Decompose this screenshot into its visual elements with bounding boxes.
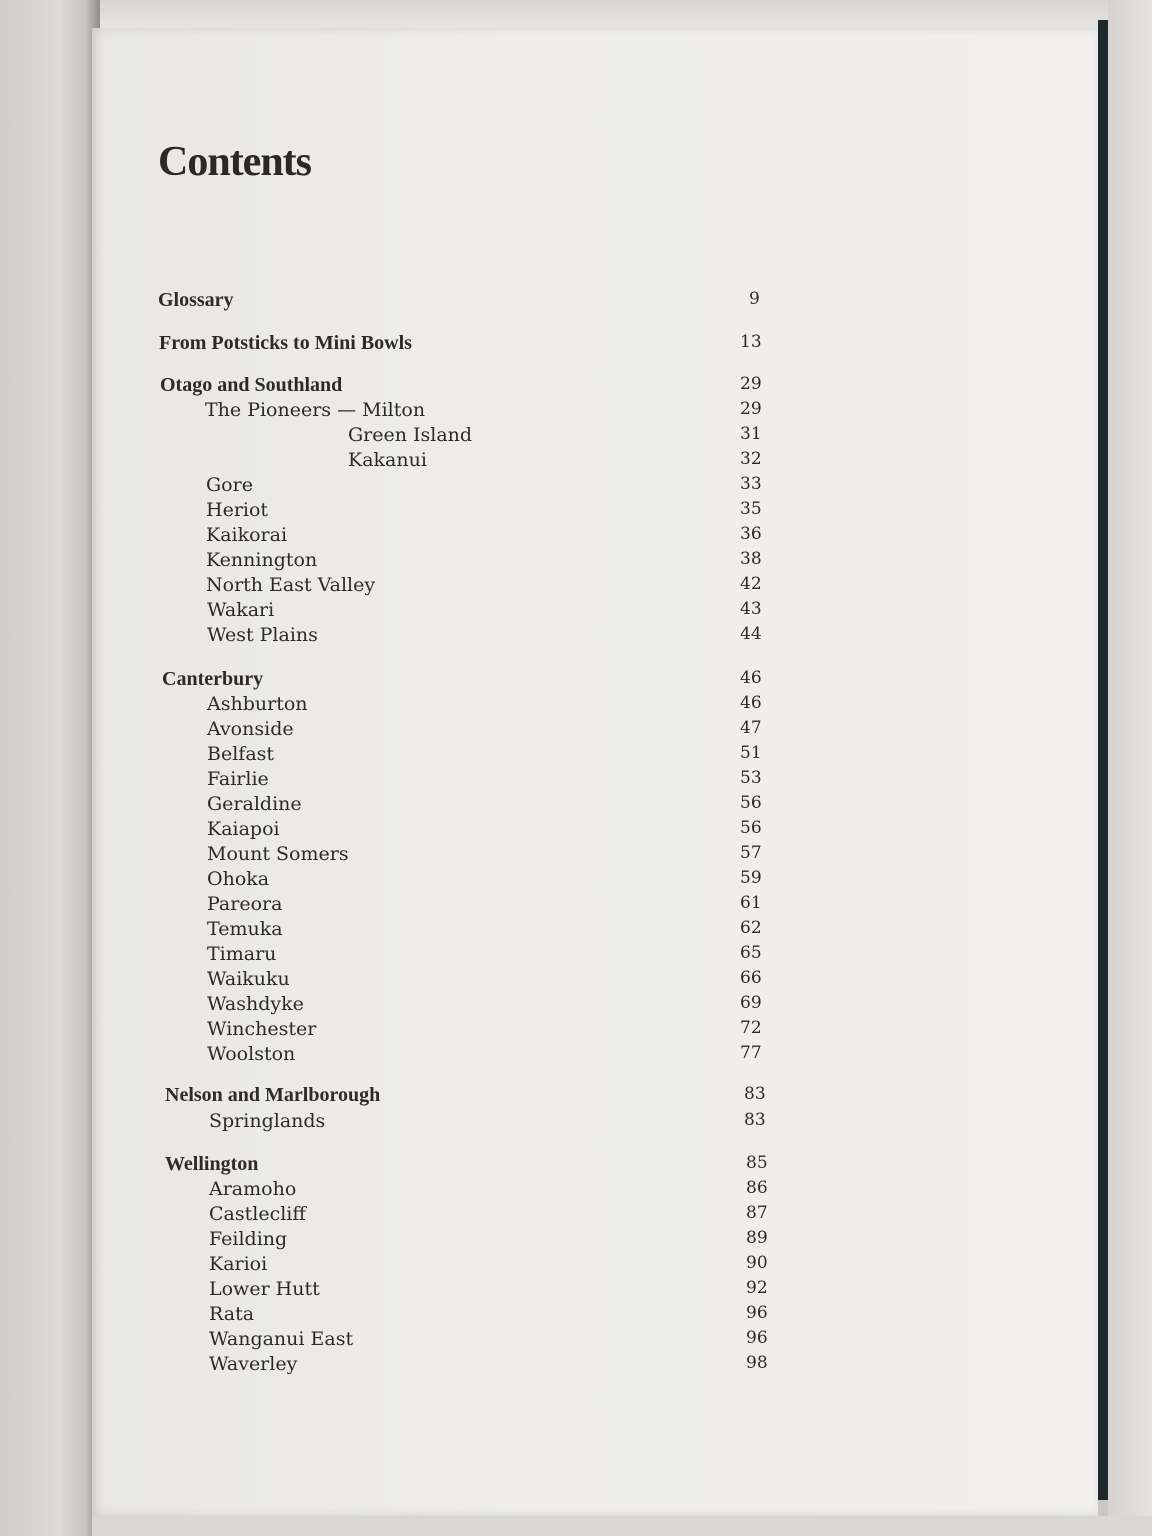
toc-page-number: 46 [740,668,762,688]
toc-page-number: 87 [746,1203,768,1223]
toc-page-number: 44 [740,624,762,644]
toc-entry-wanganui-east[interactable] [158,1327,778,1352]
toc-page-number: 56 [740,818,762,838]
toc-page-number: 92 [746,1278,768,1298]
toc-entry-karioi[interactable] [158,1252,778,1277]
toc-entry-winchester[interactable] [158,1017,778,1042]
toc-page-number: 83 [744,1110,766,1130]
toc-entry-label: Kennington [206,549,318,571]
toc-page-number: 59 [740,868,762,888]
toc-entry-label: Wanganui East [209,1328,354,1350]
toc-entry-label: Glossary [158,289,234,311]
toc-entry-label: Washdyke [207,993,304,1015]
toc-entry-belfast[interactable] [158,742,778,767]
toc-entry-label: Belfast [207,743,275,765]
toc-entry-label: Nelson and Marlborough [165,1084,381,1106]
book-cover-spine [1098,20,1108,1500]
toc-entry-label: Canterbury [162,668,264,690]
toc-entry-label: Springlands [209,1110,326,1132]
toc-entry-label: Mount Somers [207,843,349,865]
toc-page-number: 56 [740,793,762,813]
toc-entry-waikuku[interactable] [158,967,778,992]
toc-page-number: 36 [740,524,762,544]
toc-entry-label: Otago and Southland [160,374,343,396]
toc-page-number: 13 [740,332,762,352]
toc-page-number: 31 [740,424,762,444]
toc-entry-label: Waverley [209,1353,298,1375]
toc-entry-castlecliff[interactable] [158,1202,778,1227]
toc-entry-geraldine[interactable] [158,792,778,817]
toc-page-number: 65 [740,943,762,963]
toc-entry-label: Kaikorai [206,524,288,546]
toc-entry-west-plains[interactable] [158,623,778,648]
toc-entry-label: Fairlie [207,768,269,790]
toc-entry-mount-somers[interactable] [158,842,778,867]
toc-page-number: 89 [746,1228,768,1248]
toc-entry-pioneers-milton[interactable] [158,398,778,423]
toc-entry-feilding[interactable] [158,1227,778,1252]
toc-entry-label: Timaru [207,943,277,965]
toc-entry-temuka[interactable] [158,917,778,942]
toc-page-number: 96 [746,1328,768,1348]
toc-page-number: 90 [746,1253,768,1273]
toc-entry-north-east-valley[interactable] [158,573,778,598]
toc-page-number: 77 [740,1043,762,1063]
toc-entry-label: Avonside [207,718,294,740]
toc-entry-ohoka[interactable] [158,867,778,892]
book-cover-edge [1108,0,1152,1536]
toc-entry-timaru[interactable] [158,942,778,967]
toc-page-number: 96 [746,1303,768,1323]
toc-entry-label: Heriot [206,499,269,521]
toc-entry-label: Pareora [207,893,283,915]
toc-entry-kakanui[interactable] [158,448,778,473]
toc-entry-label: Gore [206,474,253,496]
toc-page-number: 66 [740,968,762,988]
toc-entry-label: Wellington [165,1153,259,1175]
toc-page-number: 83 [744,1084,766,1104]
toc-entry-pareora[interactable] [158,892,778,917]
toc-entry-label: Woolston [207,1043,296,1065]
toc-entry-label: Karioi [209,1253,268,1275]
toc-entry-label: Ashburton [207,693,308,715]
toc-page-number: 86 [746,1178,768,1198]
toc-entry-wakari[interactable] [158,598,778,623]
toc-entry-lower-hutt[interactable] [158,1277,778,1302]
toc-entry-label: The Pioneers — Milton [205,399,426,421]
toc-entry-label: Waikuku [207,968,290,990]
toc-page-number: 29 [740,374,762,394]
toc-entry-label: Ohoka [207,868,270,890]
toc-page-number: 51 [740,743,762,763]
toc-page-number: 57 [740,843,762,863]
toc-entry-potsticks[interactable] [158,331,778,356]
toc-section-nelson[interactable] [158,1083,778,1108]
toc-entry-glossary[interactable] [158,288,778,313]
toc-entry-label: Lower Hutt [209,1278,320,1300]
toc-section-otago[interactable] [158,373,778,398]
toc-page-number: 32 [740,449,762,469]
toc-page-number: 38 [740,549,762,569]
toc-entry-rata[interactable] [158,1302,778,1327]
toc-entry-kennington[interactable] [158,548,778,573]
toc-entry-label: Feilding [209,1228,288,1250]
toc-page-number: 46 [740,693,762,713]
toc-page-number: 47 [740,718,762,738]
toc-entry-label: Wakari [207,599,275,621]
toc-entry-label: Castlecliff [209,1203,306,1225]
toc-page-number: 62 [740,918,762,938]
toc-entry-label: Geraldine [207,793,302,815]
toc-entry-fairlie[interactable] [158,767,778,792]
toc-entry-green-island[interactable] [158,423,778,448]
toc-section-canterbury[interactable] [158,667,778,692]
toc-entry-kaikorai[interactable] [158,523,778,548]
toc-page-number: 98 [746,1353,768,1373]
page-title: Contents [158,139,312,185]
left-page-edge [0,0,100,1536]
toc-entry-label: From Potsticks to Mini Bowls [159,332,412,354]
toc-entry-label: North East Valley [206,574,376,596]
toc-entry-label: Kaiapoi [207,818,280,840]
toc-page-number: 85 [746,1153,768,1173]
toc-page-number: 35 [740,499,762,519]
toc-entry-label: West Plains [207,624,318,646]
toc-page-number: 53 [740,768,762,788]
toc-page-number: 61 [740,893,762,913]
toc-entry-label: Kakanui [348,449,427,471]
toc-page-number: 9 [749,289,760,309]
toc-entry-label: Winchester [207,1018,317,1040]
toc-entry-woolston[interactable] [158,1042,778,1067]
toc-page-number: 43 [740,599,762,619]
toc-page-number: 42 [740,574,762,594]
toc-entry-label: Temuka [207,918,283,940]
toc-entry-label: Aramoho [209,1178,297,1200]
toc-page-number: 33 [740,474,762,494]
toc-entry-kaiapoi[interactable] [158,817,778,842]
toc-entry-heriot[interactable] [158,498,778,523]
toc-page-number: 72 [740,1018,762,1038]
toc-entry-aramoho[interactable] [158,1177,778,1202]
toc-entry-label: Rata [209,1303,255,1325]
toc-entry-springlands[interactable] [158,1109,778,1134]
toc-page-number: 69 [740,993,762,1013]
toc-page-number: 29 [740,399,762,419]
toc-entry-gore[interactable] [158,473,778,498]
toc-entry-avonside[interactable] [158,717,778,742]
toc-entry-washdyke[interactable] [158,992,778,1017]
toc-entry-ashburton[interactable] [158,692,778,717]
toc-entry-label: Green Island [348,424,473,446]
bottom-page-edge [92,1516,1152,1536]
top-page-edge [100,0,1152,30]
toc-section-wellington[interactable] [158,1152,778,1177]
toc-entry-waverley[interactable] [158,1352,778,1377]
